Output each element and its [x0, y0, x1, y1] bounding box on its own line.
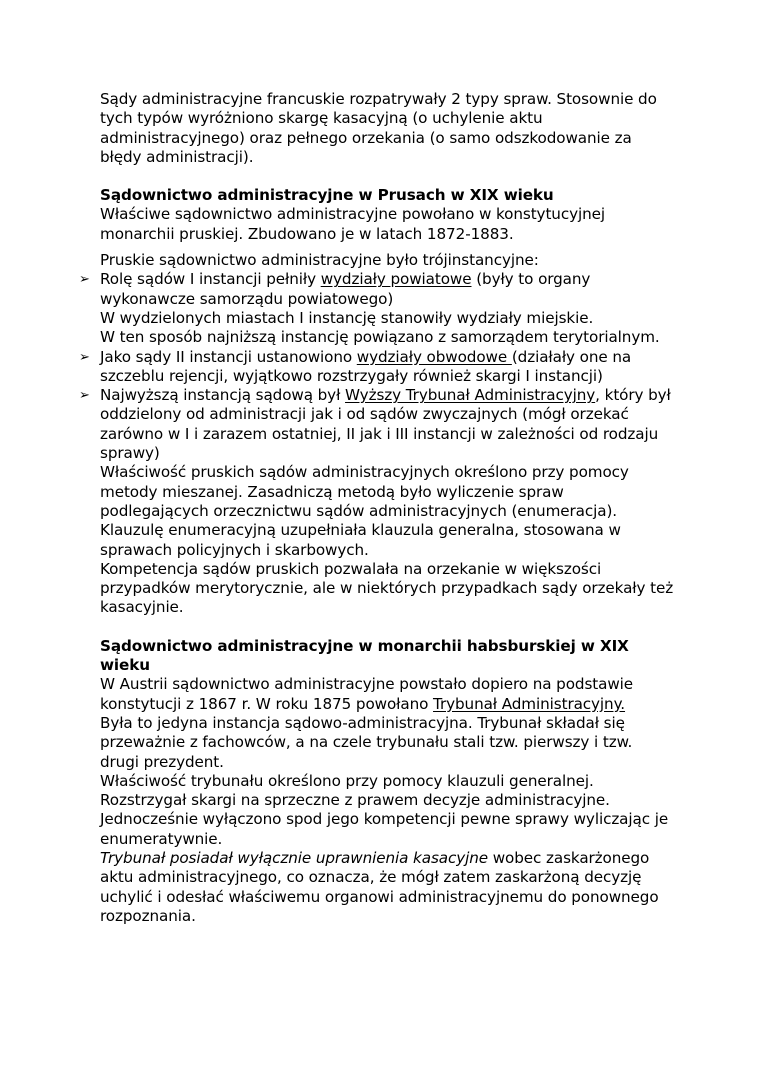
list-item-text: Jako sądy II instancji ustanowiono — [100, 347, 357, 366]
list-item-first-instance — [79, 270, 675, 347]
habsburg-section — [100, 637, 675, 926]
habsburg-paragraph: Jednocześnie wyłączono spod jego kompetencji pewne sprawy wyliczając je enumeratywnie. — [100, 810, 669, 848]
paragraph-text: wobec zaskarżonego aktu administracyjnego, co oznacza, że mógł zatem zaskarżoną decyzję uchylić i odesłać właściwemu organowi administracyjnemu do ponownego rozpoznania. — [100, 848, 659, 925]
habsburg-paragraph: Właściwość trybunału określono przy pomocy klauzuli generalnej. — [100, 771, 594, 790]
list-item-highest-instance — [79, 386, 675, 618]
prussia-section — [79, 186, 675, 618]
spacer — [100, 618, 675, 637]
list-item-continuation: W ten sposób najniższą instancję powiązano z samorządem terytorialnym. — [100, 328, 660, 347]
list-item-continuation: W wydzielonych miastach I instancję stanowiły wydziały miejskie. — [100, 308, 594, 327]
prussia-instances-list — [79, 270, 675, 617]
list-item-text: (działały one na szczeblu rejencji, wyjątkowo rozstrzygały również skargi I instancji) — [100, 347, 632, 385]
list-item-text: Rolę sądów I instancji pełniły — [100, 270, 321, 289]
paragraph-text: W Austrii sądownictwo administracyjne powstało dopiero na podstawie konstytucji z 1867 r. W roku 1875 powołano — [100, 675, 634, 713]
italic-phrase: Trybunał posiadał wyłącznie uprawnienia kasacyjne — [100, 848, 488, 867]
arrow-bullet-icon: ➢ — [79, 349, 90, 365]
list-item-text: Najwyższą instancją sądową był — [100, 386, 346, 405]
prussia-instances-paragraph: Pruskie sądownictwo administracyjne było trójinstancyjne: — [100, 251, 539, 270]
underlined-term: Wyższy Trybunał Administracyjny — [345, 386, 596, 405]
prussia-heading: Sądownictwo administracyjne w Prusach w XIX wieku — [100, 186, 554, 205]
habsburg-paragraph: Rozstrzygał skargi na sprzeczne z prawem decyzje administracyjne. — [100, 791, 610, 810]
habsburg-paragraph — [100, 849, 675, 926]
prussia-intro-paragraph: Właściwe sądownictwo administracyjne powołano w konstytucyjnej monarchii pruskiej. Zbudowano je w latach 1872-1883. — [100, 205, 605, 243]
document-body — [79, 90, 675, 926]
list-item-continuation: Kompetencja sądów pruskich pozwalała na orzekanie w większości przypadków merytorycznie, ale w niektórych przypadkach sądy orzekały też kasacyjnie. — [100, 559, 674, 617]
list-item-text: (były to organy wykonawcze samorządu powiatowego) — [100, 270, 591, 308]
spacer — [100, 167, 675, 186]
habsburg-heading: Sądownictwo administracyjne w monarchii habsburskiej w XIX wieku — [100, 636, 629, 675]
underlined-term: wydziały powiatowe — [320, 270, 472, 289]
arrow-bullet-icon: ➢ — [79, 388, 90, 404]
habsburg-paragraph — [100, 675, 675, 714]
arrow-bullet-icon: ➢ — [79, 272, 90, 288]
habsburg-paragraph: Była to jedyna instancja sądowo-administracyjna. Trybunał składał się przeważnie z fachowców, a na czele trybunału stali tzw. pierwszy i tzw. drugi prezydent. — [100, 713, 633, 771]
list-item-continuation: Właściwość pruskich sądów administracyjnych określono przy pomocy metody mieszanej. Zasadniczą metodą było wyliczenie spraw podlegających orzecznictwu sądów administracyjnych (enumeracja). Klauzulę enumeracyjną uzupełniała klauzula generalna, stosowana w sprawach policyjnych i skarbowych. — [100, 463, 629, 559]
intro-paragraph: Sądy administracyjne francuskie rozpatrywały 2 typy spraw. Stosownie do tych typów wyróżniono skargę kasacyjną (o uchylenie aktu administracyjnego) oraz pełnego orzekania (o samo odszkodowanie za błędy administracji). — [100, 90, 657, 166]
spacer — [100, 244, 675, 251]
underlined-term: wydziały obwodowe — [356, 347, 512, 366]
list-item-second-instance — [79, 347, 675, 387]
list-item-text: , który był oddzielony od administracji jak i od sądów zwyczajnych (mógł orzekać zarówno w I i zarazem ostatniej, II jak i III instancji w zależności od rodzaju sprawy) — [100, 386, 671, 463]
underlined-term: Trybunał Administracyjny. — [433, 694, 626, 713]
